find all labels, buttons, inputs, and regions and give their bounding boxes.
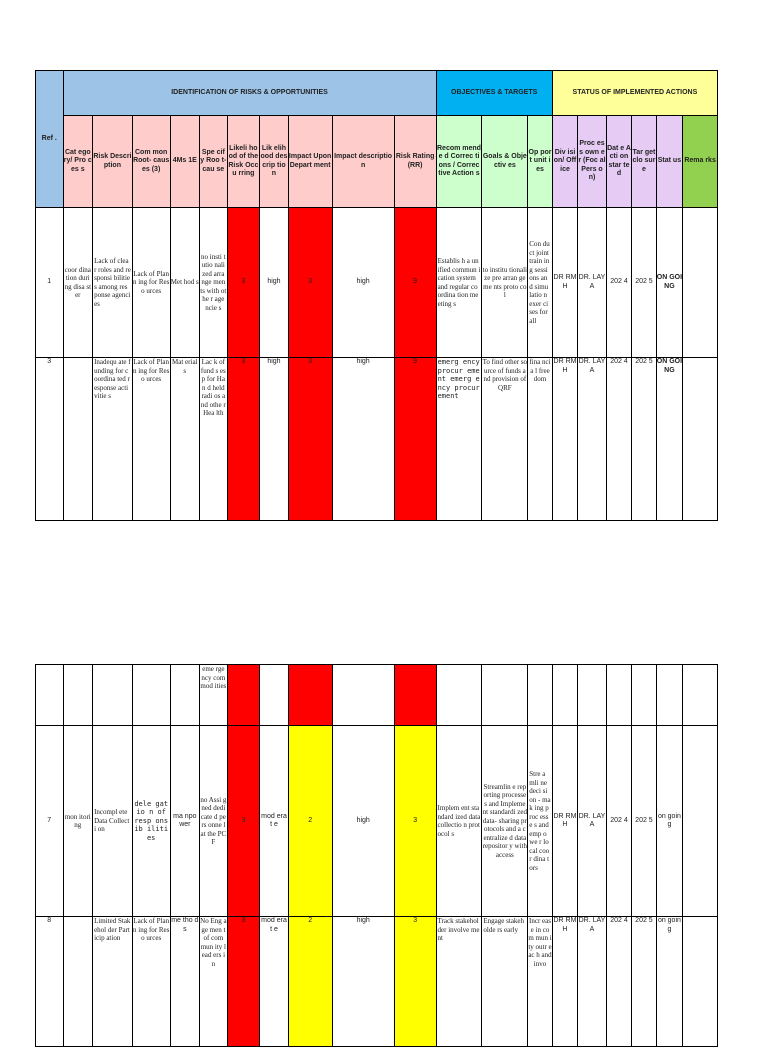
opportunities-cell: Incr eas e in com mun ity outr eac h and invo	[528, 917, 552, 1047]
ref-cell: 3	[36, 358, 64, 521]
risk-rating-cell: 3	[394, 726, 436, 917]
risk-description-text: Limited Stakehol der Particip ation	[94, 917, 131, 942]
common-root-causes-header: Com mon Root- caus es (3)	[132, 116, 170, 208]
process-owner-cell: DR. LAY A	[578, 358, 607, 521]
target-closure-cell	[632, 665, 656, 726]
risk-rating-cell	[394, 665, 436, 726]
likelihood-description-cell: mod erat e	[260, 726, 289, 917]
remarks-cell	[683, 358, 718, 521]
impact-description-cell: high	[332, 358, 394, 521]
recommended-actions-header: Recom mende d Correc tions / Correc tive Action s	[436, 116, 482, 208]
remarks-cell	[683, 665, 718, 726]
impact-description-cell: high	[332, 917, 394, 1047]
specify-root-cause-cell: Lac k of fund s esp for Han d held radi os and othe r Hea lth	[200, 358, 228, 521]
target-closure-cell: 202 5	[632, 726, 656, 917]
opportunities-cell	[528, 726, 552, 917]
risk-description-text: Incompl ete Data Collecti on	[94, 808, 130, 834]
goals-objectives-cell: to institu tionali ze pre arran geme nts proto col	[482, 208, 528, 358]
process-owner-cell: DR. LAY A	[578, 917, 607, 1047]
recommended-actions-cell	[436, 358, 482, 521]
table-row	[36, 665, 718, 726]
likelihood-header: Likeli hood of the Risk Occu rring	[227, 116, 260, 208]
category-cell: mon itori ng	[63, 726, 93, 917]
likelihood-description-cell: high	[260, 358, 289, 521]
division-office-cell: DR RM H	[552, 726, 577, 917]
likelihood-cell	[227, 665, 260, 726]
division-office-cell: DR RM H	[552, 358, 577, 521]
recommended-actions-cell	[436, 665, 482, 726]
goals-objectives-header: Goals & Objectiv es	[482, 116, 528, 208]
common-root-causes-cell: Lack of Plann ing for Reso urces	[132, 358, 170, 521]
four-ms-cell: Mat erial s	[170, 358, 200, 521]
four-ms-header: 4Ms 1E	[170, 116, 200, 208]
remarks-cell	[683, 726, 718, 917]
table-row	[36, 917, 718, 1047]
likelihood-cell: 3	[227, 917, 260, 1047]
four-ms-cell	[170, 665, 200, 726]
likelihood-description-cell	[260, 665, 289, 726]
opportunities-header: Op port unit ies	[528, 116, 552, 208]
risk-description-text: Lack of clear roles and responsi bilities among response agencies	[94, 257, 131, 308]
risk-rating-cell: 3	[394, 917, 436, 1047]
ref-cell: 1	[36, 208, 64, 358]
impact-upon-department-cell: 2	[288, 726, 332, 917]
recommended-actions-text: emerg ency procur ement emerg ency procur ement	[437, 358, 480, 400]
common-root-causes-cell	[132, 665, 170, 726]
likelihood-description-cell: mod erat e	[260, 917, 289, 1047]
risk-rating-header: Risk Rating (RR)	[394, 116, 436, 208]
impact-description-header: Impact description	[332, 116, 394, 208]
division-office-cell: DR RM H	[552, 917, 577, 1047]
impact-description-cell	[332, 665, 394, 726]
goals-objectives-text: Engage stakeholde rs early	[483, 917, 525, 934]
risk-description-cell	[93, 917, 133, 1047]
likelihood-cell: 3	[227, 208, 260, 358]
category-cell	[63, 665, 93, 726]
recommended-actions-text: Implem ent standard ized data collectio n protocol s	[437, 804, 481, 838]
objectives-targets-header: OBJECTIVES & TARGETS	[436, 71, 552, 116]
process-owner-cell: DR. LAY A	[578, 726, 607, 917]
date-started-cell	[606, 665, 631, 726]
impact-upon-department-cell: 2	[288, 917, 332, 1047]
specify-root-cause-cell: eme rge ncy com mod ities	[200, 665, 228, 726]
four-ms-cell: Met hod s	[170, 208, 200, 358]
category-cell: coor dina tion duri ng disa ster	[63, 208, 93, 358]
target-closure-header: Tar get clo sur e	[632, 116, 656, 208]
opportunities-cell: fina ncia l free dom	[528, 358, 552, 521]
process-owner-cell	[578, 665, 607, 726]
opportunities-cell	[528, 208, 552, 358]
ref-cell: 7	[36, 726, 64, 917]
opportunities-text: Con duct joint train ing sessi ons and simu latio n exer cises for all	[529, 240, 550, 325]
recommended-actions-cell	[436, 726, 482, 917]
risk-description-cell	[93, 208, 133, 358]
specify-root-cause-cell: no insti tutio nali zed arra nge men ts with othe r age ncie s	[200, 208, 228, 358]
status-cell: ON GOI NG	[656, 208, 682, 358]
recommended-actions-text: Establis h a unified commun ication system and regular coordina tion meeting s	[437, 257, 481, 308]
target-closure-cell: 202 5	[632, 358, 656, 521]
impact-description-cell: high	[332, 726, 394, 917]
status-cell: ON GOI NG	[656, 358, 682, 521]
date-started-header: Dat e Acti on star ted	[606, 116, 631, 208]
process-owner-cell: DR. LAY A	[578, 208, 607, 358]
ref-header: Ref .	[36, 71, 64, 208]
likelihood-description-header: Lik elih ood des crip tion	[260, 116, 289, 208]
impact-upon-department-header: Impact Upon Depart ment	[288, 116, 332, 208]
division-office-cell: DR RM H	[552, 208, 577, 358]
recommended-actions-cell	[436, 208, 482, 358]
risk-description-cell	[93, 358, 133, 521]
category-header: Cat ego ry/ Pro ces s	[63, 116, 93, 208]
impact-upon-department-cell	[288, 665, 332, 726]
risk-description-cell	[93, 726, 133, 917]
target-closure-cell: 202 5	[632, 208, 656, 358]
remarks-cell	[683, 208, 718, 358]
date-started-cell: 202 4	[606, 358, 631, 521]
specify-root-cause-cell: No Eng age men t of com mun ity lead ers in	[200, 917, 228, 1047]
likelihood-description-cell: high	[260, 208, 289, 358]
opportunities-cell	[528, 665, 552, 726]
division-office-cell	[552, 665, 577, 726]
common-root-causes-cell: dele gatio n of resp onsib ilities	[132, 726, 170, 917]
recommended-actions-cell	[436, 917, 482, 1047]
risk-register-table-bottom	[35, 664, 718, 1047]
status-header: Stat us	[656, 116, 682, 208]
target-closure-cell: 202 5	[632, 917, 656, 1047]
impact-description-cell: high	[332, 208, 394, 358]
category-cell	[63, 358, 93, 521]
risk-rating-cell: 9	[394, 208, 436, 358]
status-cell: on goin g	[656, 917, 683, 1047]
status-of-implemented-actions-header: STATUS OF IMPLEMENTED ACTIONS	[552, 71, 717, 116]
remarks-header: Rema rks	[683, 116, 718, 208]
table-row	[36, 726, 718, 917]
status-cell	[656, 665, 683, 726]
table-row	[36, 358, 718, 521]
risk-register-table-top	[35, 70, 718, 521]
remarks-cell	[683, 917, 718, 1047]
likelihood-cell: 3	[227, 358, 260, 521]
identification-of-risks-header: IDENTIFICATION OF RISKS & OPPORTUNITIES	[63, 71, 436, 116]
category-cell	[63, 917, 93, 1047]
date-started-cell: 202 4	[606, 208, 631, 358]
recommended-actions-text: Track stakehol der involve ment	[437, 917, 480, 942]
risk-description-text: Inadequ ate funding for coordina ted response activitie s	[94, 358, 131, 400]
impact-upon-department-cell: 3	[288, 358, 332, 521]
four-ms-cell: ma npo wer	[170, 726, 200, 917]
risk-rating-cell: 9	[394, 358, 436, 521]
risk-description-cell	[93, 665, 133, 726]
specify-root-cause-header: Spe cify Roo t- cau se	[200, 116, 228, 208]
goals-objectives-cell	[482, 917, 528, 1047]
ref-cell: 8	[36, 917, 64, 1047]
goals-objectives-cell: To find other source of funds and provision of QRF	[482, 358, 528, 521]
specify-root-cause-cell: no Assi gned dedi cate d pers onne l at the PCF	[200, 726, 228, 917]
goals-objectives-cell: Streamlin e reporting processe s and Impleme nt standardi zed data- sharing protocols and a centralize d data repositor y with access	[482, 726, 528, 917]
date-started-cell: 202 4	[606, 726, 631, 917]
status-cell: on goin g	[656, 726, 683, 917]
process-owner-header: Proc ess own er (Foc al Pers on)	[578, 116, 607, 208]
ref-cell	[36, 665, 64, 726]
goals-objectives-cell	[482, 665, 528, 726]
likelihood-cell: 3	[227, 726, 260, 917]
four-ms-cell: me tho ds	[170, 917, 200, 1047]
impact-upon-department-cell: 3	[288, 208, 332, 358]
common-root-causes-cell: Lack of Plann ing for Reso urces	[132, 208, 170, 358]
division-office-header: Div isi on/ Off ice	[552, 116, 577, 208]
table-row	[36, 208, 718, 358]
date-started-cell: 202 4	[606, 917, 631, 1047]
opportunities-text: Stre amli ne deci sion - mak ing proc esse s and emp owe r local coor dina tors	[529, 770, 551, 872]
common-root-causes-cell: Lack of Plann ing for Reso urces	[132, 917, 170, 1047]
risk-description-header: Risk Descri ption	[93, 116, 133, 208]
